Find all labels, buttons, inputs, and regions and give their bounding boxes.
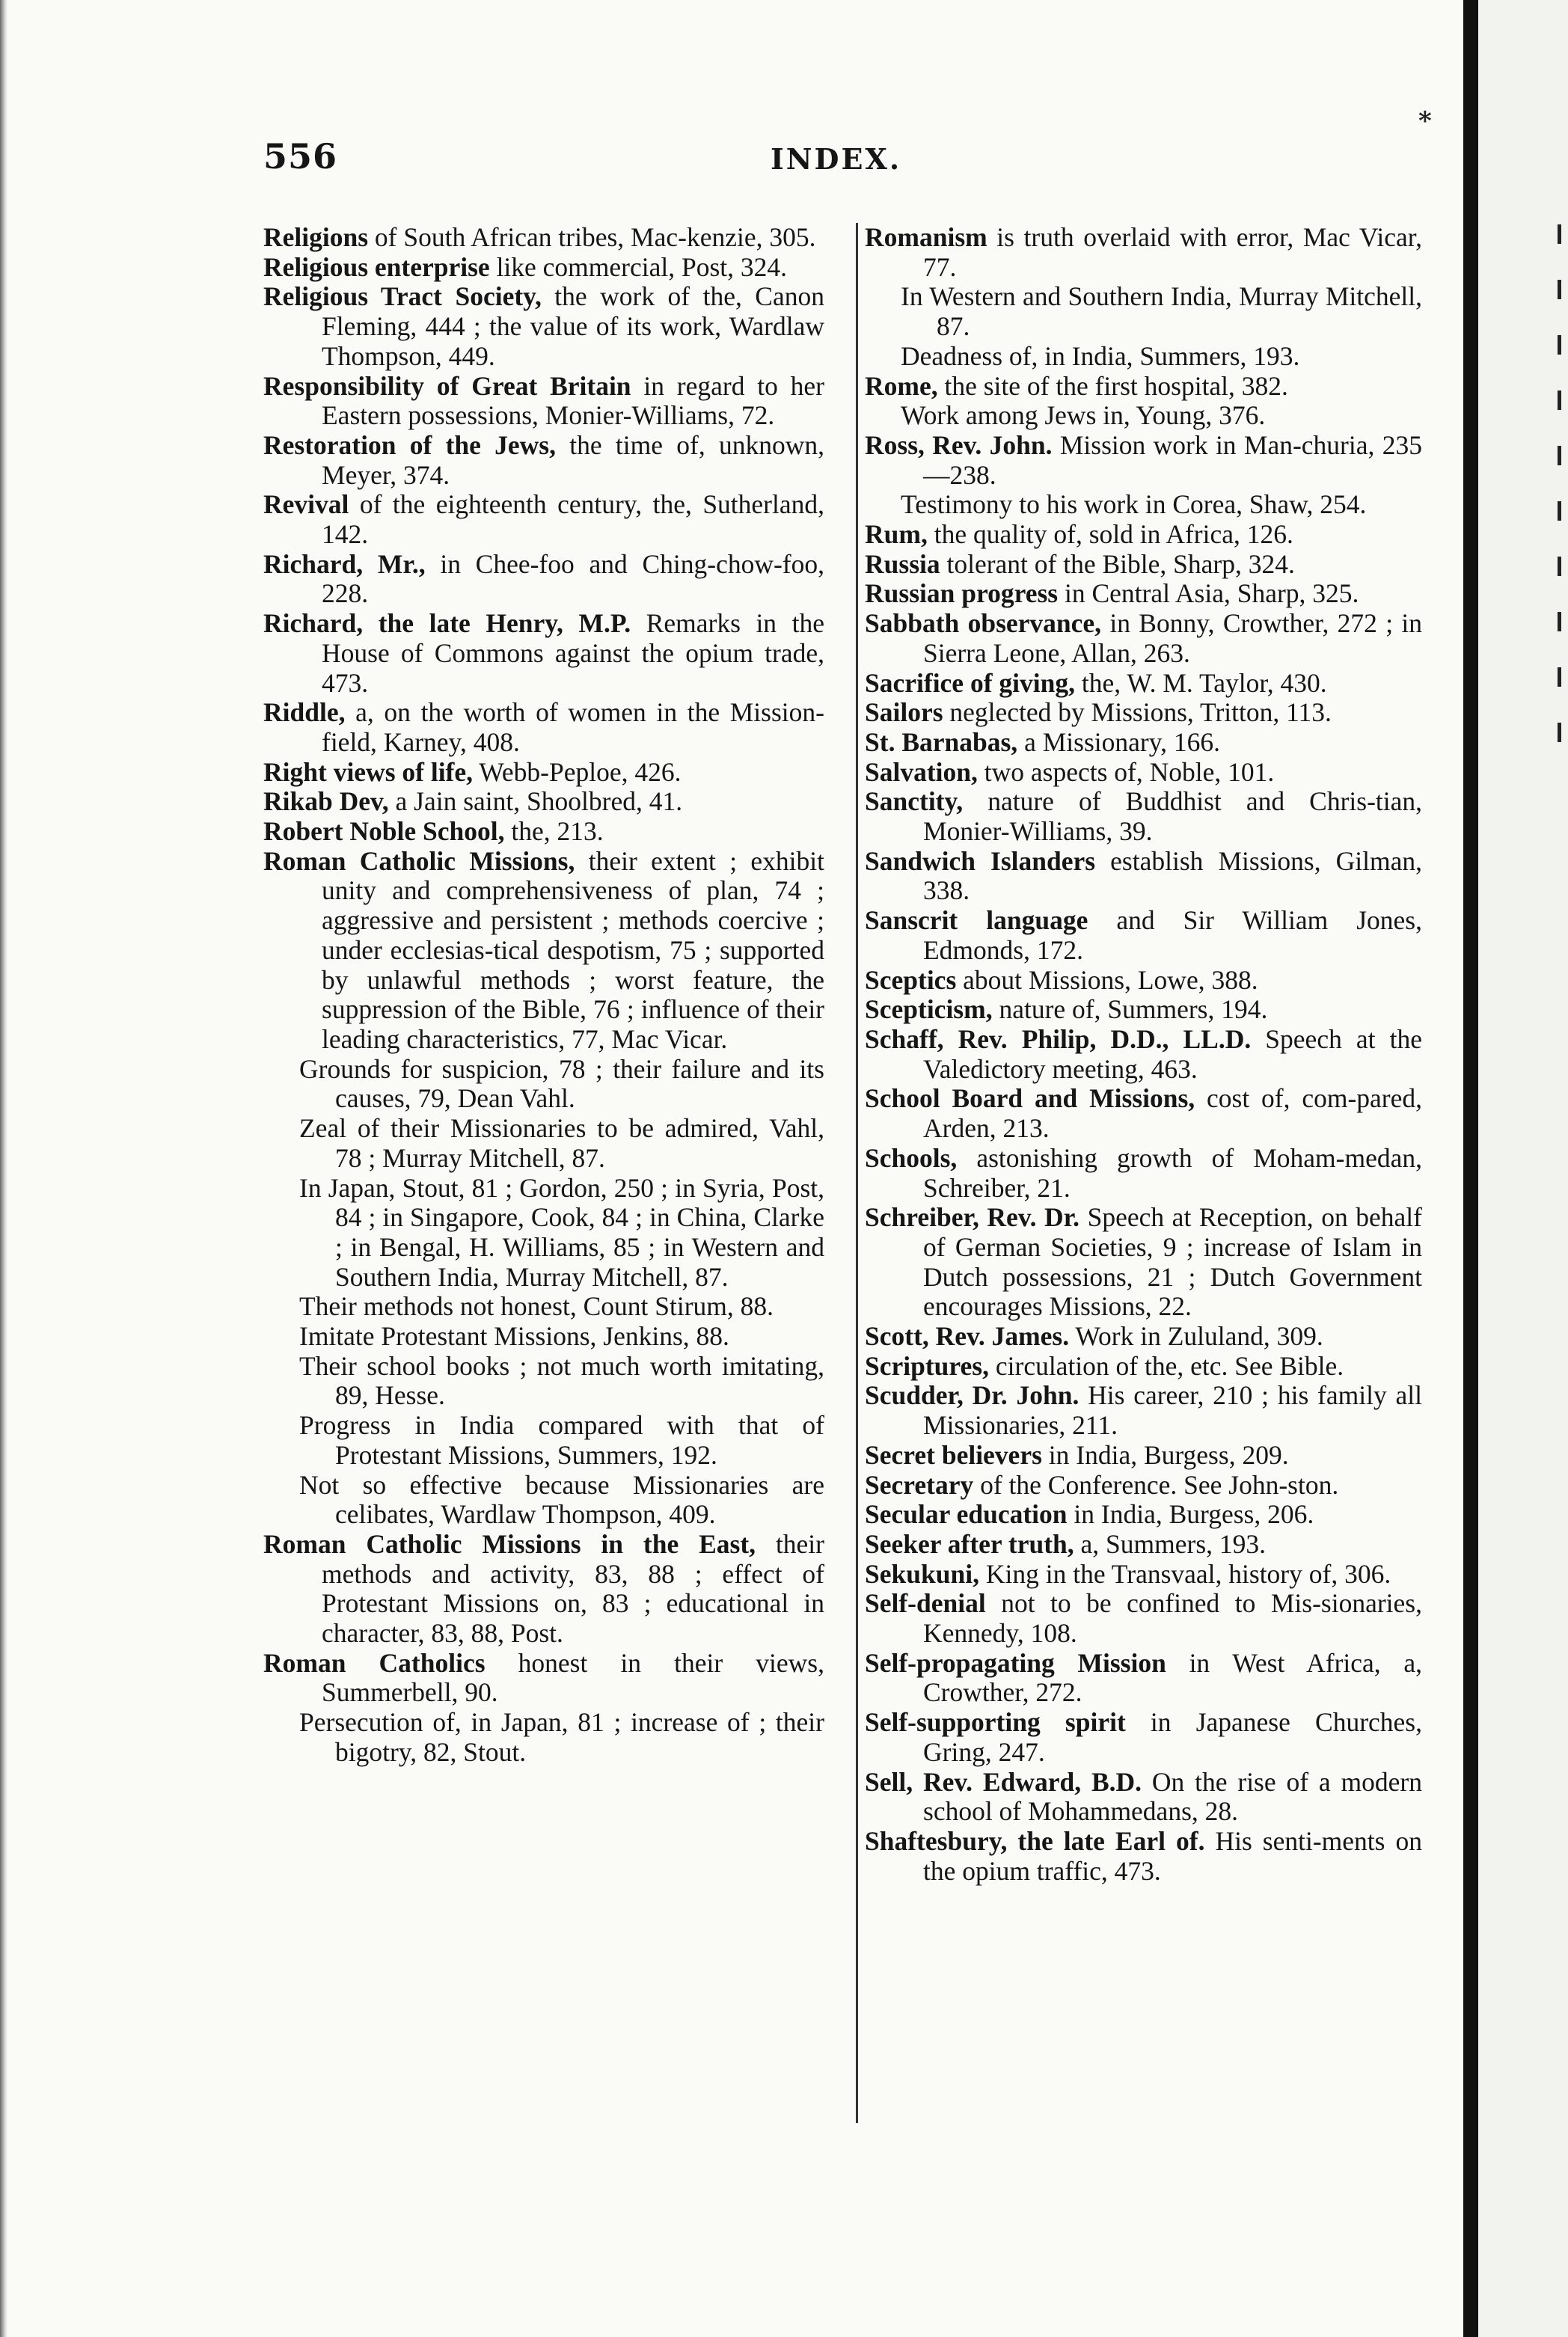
index-entry-heading: Self-supporting spirit [865, 1707, 1126, 1738]
index-entry-text: in Japanese Churches, Gring, 247. [923, 1707, 1422, 1767]
column-divider [856, 223, 858, 2123]
index-entry-heading: Revival [263, 489, 349, 520]
index-entry-text: the, W. M. Taylor, 430. [1074, 667, 1327, 698]
index-entry-text: in India, Burgess, 209. [1041, 1439, 1289, 1470]
page-number: 556 [263, 136, 338, 177]
index-entry [865, 609, 1422, 668]
index-entry [263, 1055, 824, 1114]
index-entry-heading: Sell, Rev. Edward, B.D. [865, 1766, 1142, 1797]
index-entry [263, 787, 824, 817]
index-entry-text: about Missions, Lowe, 388. [956, 964, 1258, 995]
index-entry-text: His career, 210 ; his family all Missionaries, 211. [923, 1380, 1422, 1441]
index-entry-heading: Scepticism, [865, 994, 993, 1025]
index-entry-heading: Sekukuni, [865, 1558, 979, 1589]
index-entry-heading: Robert Noble School, [263, 816, 505, 847]
index-entry [263, 282, 824, 371]
index-entry [263, 431, 824, 490]
index-entry [865, 1203, 1422, 1322]
index-entry-text: of the Conference. See John-ston. [973, 1469, 1339, 1500]
index-entry-heading: Scudder, Dr. John. [865, 1380, 1079, 1411]
index-entry [865, 1441, 1422, 1471]
index-entry-heading: Sacrifice of giving, [865, 667, 1075, 698]
index-entry-text: in Bonny, Crowther, 272 ; in Sierra Leone, Allan, 263. [923, 608, 1423, 668]
index-entry [263, 253, 824, 283]
index-entry [263, 817, 824, 847]
index-entry [865, 1589, 1422, 1648]
index-entry-heading: Roman Catholic Missions in the East, [263, 1528, 756, 1559]
index-entry-text: Testimony to his work in Corea, Shaw, 254. [901, 489, 1367, 520]
index-entry [263, 1114, 824, 1173]
index-entry [263, 1411, 824, 1470]
index-entry [263, 223, 824, 253]
index-entry [865, 1381, 1422, 1440]
index-entry [263, 490, 824, 549]
index-entry-heading: Sceptics [865, 964, 957, 995]
index-entry [865, 758, 1422, 788]
index-entry-text: Work among Jews in, Young, 376. [901, 400, 1266, 431]
index-entry-text: like commercial, Post, 324. [489, 251, 788, 282]
index-entry-text: Webb-Peploe, 426. [473, 756, 682, 787]
index-entry-text: in West Africa, a, Crowther, 272. [923, 1647, 1422, 1708]
index-entry-text: in Chee-foo and Ching-chow-foo, 228. [322, 548, 824, 609]
index-entry [865, 728, 1422, 758]
index-entry [865, 1352, 1422, 1382]
index-entry-heading: Responsibility of Great Britain [263, 370, 631, 401]
index-entry-text: the time of, unknown, Meyer, 374. [322, 429, 824, 490]
index-entry-text: not to be confined to Mis-sionaries, Kennedy, 108. [923, 1588, 1422, 1649]
index-entry-heading: Roman Catholics [263, 1647, 486, 1678]
index-entry [865, 787, 1422, 846]
index-entry-heading: Russia [865, 548, 940, 579]
index-entry-heading: Richard, the late Henry, M.P. [263, 608, 631, 639]
index-entry [865, 1084, 1422, 1143]
index-entry-heading: Rum, [865, 519, 928, 550]
index-entry [865, 401, 1422, 431]
index-entry [865, 847, 1422, 906]
index-entry-text: Imitate Protestant Missions, Jenkins, 88. [299, 1321, 729, 1352]
facing-page-text-marks [1558, 224, 1568, 778]
index-entry-heading: Richard, Mr., [263, 548, 426, 579]
index-entry-text: establish Missions, Gilman, 338. [923, 845, 1422, 906]
index-entry-heading: Roman Catholic Missions, [263, 845, 575, 876]
index-entry-text: On the rise of a modern school of Mohammedans, 28. [923, 1766, 1422, 1827]
index-entry-text: Grounds for suspicion, 78 ; their failure and its causes, 79, Dean Vahl. [299, 1053, 824, 1114]
index-entry-text: the quality of, sold in Africa, 126. [927, 519, 1293, 550]
index-entry-text: and Sir William Jones, Edmonds, 172. [923, 905, 1422, 965]
index-entry [263, 1292, 824, 1322]
index-entry [263, 698, 824, 757]
index-entry-heading: Sailors [865, 697, 943, 728]
index-entry-heading: Religions [263, 222, 369, 252]
facing-page-edge [1478, 0, 1568, 2337]
index-entry [865, 966, 1422, 996]
index-entry-text: His senti-ments on the opium traffic, 473. [923, 1825, 1422, 1886]
index-entry [865, 669, 1422, 699]
index-entry [865, 1530, 1422, 1560]
index-entry-text: in India, Burgess, 206. [1067, 1499, 1314, 1530]
index-entry [263, 1352, 824, 1411]
index-entry-text: astonishing growth of Moham-medan, Schreiber, 21. [923, 1142, 1422, 1203]
index-entry-text: a Missionary, 166. [1017, 726, 1221, 757]
index-entry [263, 847, 824, 1055]
index-entry-text: Their school books ; not much worth imitating, 89, Hesse. [299, 1350, 824, 1411]
index-entry-heading: Self-propagating Mission [865, 1647, 1166, 1678]
index-entry-text: two aspects of, Noble, 101. [977, 756, 1275, 787]
index-entry-text: circulation of the, etc. See Bible. [989, 1350, 1344, 1381]
index-entry-heading: School Board and Missions, [865, 1083, 1195, 1114]
index-entry [263, 758, 824, 788]
index-entry [865, 1768, 1422, 1827]
index-entry-heading: Sabbath observance, [865, 608, 1102, 639]
index-entry-text: King in the Transvaal, history of, 306. [979, 1558, 1391, 1589]
index-entry [865, 1827, 1422, 1886]
index-entry-heading: Salvation, [865, 756, 978, 787]
index-entry [263, 1649, 824, 1708]
page-edge-shadow [0, 0, 7, 2337]
index-entry-text: Not so effective because Missionaries are celibates, Wardlaw Thompson, 409. [299, 1469, 824, 1530]
index-entry-heading: Romanism [865, 222, 987, 252]
index-entry-heading: Right views of life, [263, 756, 474, 787]
index-entry-text: Their methods not honest, Count Stirum, 88. [299, 1291, 774, 1322]
index-entry-text: in Central Asia, Sharp, 325. [1058, 578, 1359, 609]
index-entry [263, 372, 824, 431]
index-entry-text: their extent ; exhibit unity and comprehensiveness of plan, 74 ; aggressive and persistent ; methods coercive ; under ecclesias-tical despotism, 75 ; supported by unlawful methods ; worst feature, the suppression of the Bible, 76 ; influence of their leading characteristics, 77, Mac Vicar. [322, 845, 824, 1054]
index-entry-text: nature of Buddhist and Chris-tian, Monier-Williams, 39. [923, 786, 1422, 847]
index-entry [865, 431, 1422, 490]
index-entry-text: a Jain saint, Shoolbred, 41. [388, 786, 683, 817]
index-entry [865, 550, 1422, 580]
index-entry-heading: Secular education [865, 1499, 1068, 1530]
index-entry [263, 1471, 824, 1530]
index-entry [865, 906, 1422, 965]
index-entry-text: of South African tribes, Mac-kenzie, 305. [368, 222, 816, 252]
index-entry-text: neglected by Missions, Tritton, 113. [943, 697, 1332, 728]
index-entry-text: in regard to her Eastern possessions, Monier-Williams, 72. [322, 370, 824, 431]
index-entry [865, 1500, 1422, 1530]
index-entry [865, 372, 1422, 402]
index-entry-text: their methods and activity, 83, 88 ; effect of Protestant Missions on, 83 ; educational in character, 83, 88, Post. [322, 1528, 824, 1649]
index-entry-heading: St. Barnabas, [865, 726, 1018, 757]
index-entry-heading: Riddle, [263, 697, 346, 728]
index-entry-heading: Religious enterprise [263, 251, 490, 282]
index-entry [263, 1530, 824, 1649]
index-entry-heading: Scott, Rev. James. [865, 1321, 1070, 1352]
index-entry-text: Progress in India compared with that of Protestant Missions, Summers, 192. [299, 1410, 824, 1470]
index-entry-heading: Schaff, Rev. Philip, D.D., LL.D. [865, 1023, 1252, 1054]
index-entry [263, 1174, 824, 1293]
index-entry-text: In Japan, Stout, 81 ; Gordon, 250 ; in Syria, Post, 84 ; in Singapore, Cook, 84 ; in China, Clarke ; in Bengal, H. Williams, 85 ; in Western and Southern India, Murray Mitchell, 87. [299, 1172, 824, 1292]
index-entry-heading: Secret believers [865, 1439, 1042, 1470]
book-spine-gutter [1463, 0, 1478, 2337]
index-entry-text: tolerant of the Bible, Sharp, 324. [940, 548, 1295, 579]
index-entry-text: cost of, com-pared, Arden, 213. [923, 1083, 1422, 1144]
index-entry [865, 342, 1422, 372]
index-entry [865, 579, 1422, 609]
index-entry [263, 609, 824, 698]
index-entry-text: of the eighteenth century, the, Sutherland, 142. [322, 489, 824, 550]
index-entry-text: Persecution of, in Japan, 81 ; increase of ; their bigotry, 82, Stout. [299, 1707, 824, 1767]
page-title: INDEX. [771, 142, 902, 176]
index-entry-text: the, 213. [504, 816, 604, 847]
index-entry-heading: Self-denial [865, 1588, 986, 1619]
index-entry [865, 490, 1422, 520]
index-entry-text: nature of, Summers, 194. [992, 994, 1268, 1025]
index-entry-text: the work of the, Canon Fleming, 444 ; the value of its work, Wardlaw Thompson, 449. [322, 281, 824, 371]
index-entry-heading: Rome, [865, 370, 938, 401]
index-entry-text: Work in Zululand, 309. [1069, 1321, 1323, 1352]
index-entry [263, 550, 824, 609]
index-entry-heading: Rikab Dev, [263, 786, 389, 817]
index-entry-text: Mission work in Man-churia, 235—238. [923, 429, 1422, 490]
index-entry [865, 520, 1422, 550]
index-entry [865, 282, 1422, 341]
index-entry-heading: Sanscrit language [865, 905, 1088, 936]
index-entry-text: a, Summers, 193. [1074, 1528, 1267, 1559]
index-entry-text: a, on the worth of women in the Mission-field, Karney, 408. [322, 697, 824, 757]
index-entry [865, 1471, 1422, 1501]
index-entry-heading: Restoration of the Jews, [263, 429, 556, 460]
index-entry-text: Remarks in the House of Commons against the opium trade, 473. [322, 608, 824, 698]
index-entry [865, 1144, 1422, 1203]
index-entry-heading: Religious Tract Society, [263, 281, 542, 312]
index-entry-heading: Scriptures, [865, 1350, 989, 1381]
index-entry-text: honest in their views, Summerbell, 90. [322, 1647, 824, 1708]
index-entry [865, 698, 1422, 728]
index-entry-heading: Schools, [865, 1142, 958, 1173]
index-entry-heading: Sanctity, [865, 786, 964, 817]
index-entry [865, 1025, 1422, 1084]
index-entry [865, 1708, 1422, 1767]
index-entry-text: In Western and Southern India, Murray Mitchell, 87. [901, 281, 1422, 342]
index-column-right [865, 223, 1422, 1886]
index-entry-heading: Ross, Rev. John. [865, 429, 1053, 460]
index-entry [865, 223, 1422, 282]
index-entry-heading: Russian progress [865, 578, 1059, 609]
index-entry-text: Deadness of, in India, Summers, 193. [901, 340, 1300, 371]
index-entry-text: Speech at the Valedictory meeting, 463. [923, 1023, 1422, 1084]
index-entry [865, 1560, 1422, 1590]
index-entry [865, 1322, 1422, 1352]
corner-mark: * [1418, 106, 1432, 136]
index-entry-heading: Secretary [865, 1469, 974, 1500]
index-entry-text: Speech at Reception, on behalf of German Societies, 9 ; increase of Islam in Dutch possessions, 21 ; Dutch Government encourages Missions, 22. [923, 1202, 1422, 1322]
index-entry-text: Zeal of their Missionaries to be admired, Vahl, 78 ; Murray Mitchell, 87. [299, 1113, 824, 1173]
index-entry-text: is truth overlaid with error, Mac Vicar, 77. [923, 222, 1422, 282]
index-column-left [263, 223, 824, 1768]
index-entry [865, 995, 1422, 1025]
index-entry [263, 1708, 824, 1767]
index-entry [263, 1322, 824, 1352]
index-entry [865, 1649, 1422, 1708]
index-entry-heading: Seeker after truth, [865, 1528, 1074, 1559]
index-entry-text: the site of the first hospital, 382. [937, 370, 1288, 401]
index-entry-heading: Schreiber, Rev. Dr. [865, 1202, 1080, 1233]
index-entry-heading: Shaftesbury, the late Earl of. [865, 1825, 1205, 1856]
index-entry-heading: Sandwich Islanders [865, 845, 1096, 876]
